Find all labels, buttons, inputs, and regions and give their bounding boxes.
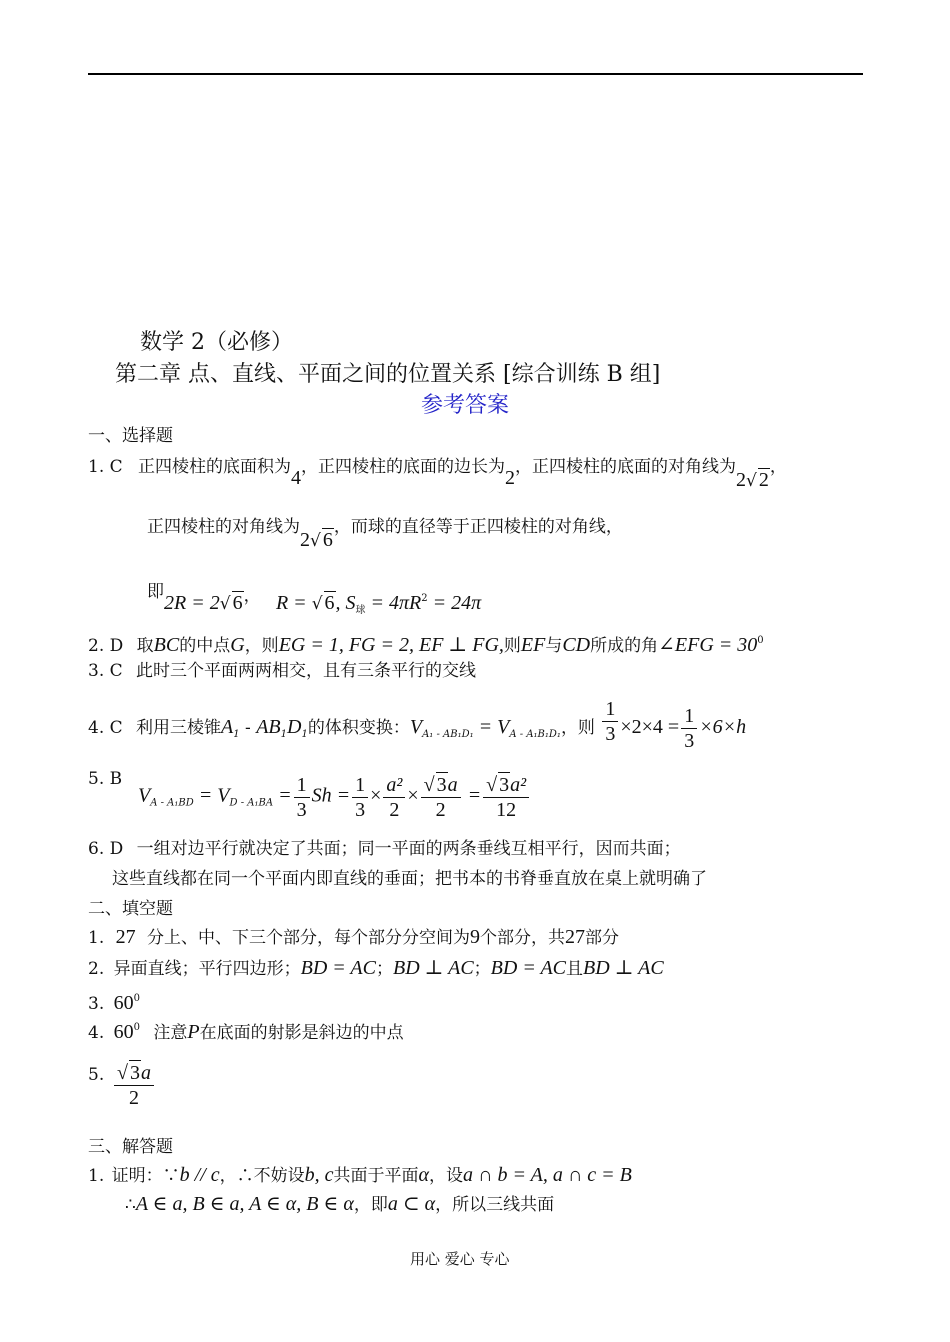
- q-text: 的体积变换：: [307, 718, 410, 738]
- choice-q5-formula: $V_{A - A_1BD} = V_{D - A_1BA}$ = $\frac{1}{3}$ Sh = $\frac{1}{3}$ × $\frac{\text{a²}}{2}$ × $\frac{√ 3a}{2}$ = $\frac{\text{√ 3a²}}{12}$: [138, 772, 531, 822]
- q-value: 27: [115, 926, 136, 948]
- fraction: $\frac{\text{√ 3a²}}{12}$: [483, 772, 529, 822]
- header-rule: [88, 73, 863, 75]
- q-text: ，所以三线共面: [435, 1195, 555, 1215]
- fraction: $\frac{1}{3}$: [681, 704, 697, 753]
- fraction: $\frac{1}{3}$: [352, 773, 368, 822]
- fraction: $\frac{1}{3}$: [294, 773, 310, 822]
- q-formula: BD ⊥ AC: [583, 957, 664, 979]
- q-text: 所成的角: [590, 636, 659, 656]
- q-text: 则: [503, 636, 521, 656]
- q-text: ，: [243, 586, 261, 606]
- q-text: 即: [147, 582, 164, 602]
- q-text: ，即: [353, 1195, 388, 1215]
- q-text: 部分: [585, 928, 620, 948]
- fraction: $\frac{1}{3}$: [602, 697, 618, 746]
- q-formula: 0: [757, 635, 764, 646]
- fill-q2: 2. 异面直线；平行四边形；BD = AC；BD ⊥ AC；BD = AC且BD ⊥ AC: [88, 957, 664, 979]
- page-footer: 用心 爱心 专心: [410, 1250, 510, 1268]
- q-value: 4: [291, 467, 302, 489]
- title-line1: 数学 2（必修）: [140, 330, 293, 355]
- q-number: 2.: [88, 959, 105, 979]
- q-text: 在底面的射影是斜边的中点: [199, 1023, 404, 1043]
- fill-q1: [88, 926, 619, 949]
- q-formula: BC: [153, 634, 180, 656]
- fraction: $\frac{\text{a²}}{2}$: [383, 773, 405, 822]
- q-text: ，而球的直径等于正四棱柱的对角线，: [333, 517, 623, 537]
- choice-q5-number: 5. B: [88, 769, 123, 789]
- q-text: ，∴不妨设: [219, 1166, 305, 1186]
- q-formula: A ∈ a, B ∈ a, A ∈ α, B ∈ α: [135, 1193, 354, 1215]
- q-text: 分上、中、下三个部分，每个部分分空间为: [147, 928, 471, 948]
- title-answers: 参考答案: [421, 393, 510, 418]
- q-formula: b // c: [179, 1164, 220, 1186]
- q-number: 6. D: [88, 839, 124, 859]
- answer-q1-line2: ∴A ∈ a, B ∈ a, A ∈ α, B ∈ α，即a ⊂ α，所以三线共面: [125, 1193, 555, 1215]
- section-choice: 一、选择题: [88, 426, 173, 446]
- q-number: 2. D: [88, 636, 124, 656]
- q-formula: EG = 1, FG = 2, EF ⊥ FG,: [278, 634, 504, 656]
- choice-q1: [88, 454, 787, 491]
- q-formula: V: [409, 716, 423, 738]
- q-text: 的中点: [179, 636, 231, 656]
- q-formula: BD = AC: [490, 957, 567, 979]
- q-formula: a ∩ b = A, a ∩ c = B: [463, 1164, 632, 1186]
- q-value: 60: [113, 1021, 134, 1043]
- q-formula: G: [230, 634, 245, 656]
- q-value: 2√ 2: [736, 469, 769, 491]
- q-value: 60: [113, 992, 134, 1014]
- q-formula: α: [418, 1164, 430, 1186]
- q-text: 正四棱柱的底面积为: [138, 457, 292, 477]
- q-formula: BD = AC: [300, 957, 376, 979]
- q-text: 正四棱柱的对角线为: [147, 517, 300, 537]
- section-fill: 二、填空题: [88, 899, 173, 919]
- q-formula: P: [187, 1021, 200, 1043]
- q-text: ，正四棱柱的底面的对角线为: [515, 457, 737, 477]
- q-value: 2: [505, 467, 516, 489]
- q-text: 证明：∵: [111, 1166, 180, 1186]
- fill-q5-formula: [112, 1060, 156, 1110]
- q-text: 取: [136, 636, 154, 656]
- choice-q1-line2: [147, 514, 623, 551]
- choice-q4: 4. C 利用三棱锥$A_1 - AB_1D_1$的体积变换：$V_{A_1 - AB_1D_1} = V_{A - A_1B_1D_1}$，则 $\frac{1}{3}$ ×2×4 = $\frac{1}{3}$ ×6×h: [88, 698, 747, 752]
- q-text: 与: [545, 636, 563, 656]
- q-formula: CD: [562, 634, 591, 656]
- q-formula: A: [221, 716, 234, 738]
- choice-q6-line2: 这些直线都在同一个平面内即直线的垂面；把书本的书脊垂直放在桌上就明确了: [112, 869, 707, 889]
- q-text: ，正四棱柱的底面的边长为: [301, 457, 506, 477]
- q-value: 27: [565, 926, 586, 948]
- q-number: 3. C: [88, 661, 123, 681]
- q-number: 4.: [88, 1023, 105, 1043]
- q-text: 共面于平面: [333, 1166, 419, 1186]
- q-number: 3.: [88, 994, 105, 1014]
- q-text: 异面直线；平行四边形；: [113, 959, 301, 979]
- q-text: 个部分，共: [480, 928, 566, 948]
- q-text: ，则: [560, 718, 595, 738]
- q-formula: EF: [520, 634, 546, 656]
- q-formula: b, c: [304, 1164, 334, 1186]
- q-text: 此时三个平面两两相交，且有三条平行的交线: [136, 661, 477, 681]
- q-value: 2√ 6: [300, 529, 333, 551]
- title-line2: 第二章 点、直线、平面之间的位置关系 [综合训练 B 组]: [115, 362, 661, 387]
- choice-q6: [88, 838, 681, 860]
- choice-q3: [88, 660, 476, 682]
- q-formula: ∠EFG = 30: [658, 634, 758, 656]
- q-number: 1.: [88, 1166, 105, 1186]
- fraction: $\frac{√ 3a}{2}$: [421, 772, 461, 822]
- q-text: 且: [566, 959, 584, 979]
- q-number: 4. C: [88, 718, 123, 738]
- q-formula: R = √ 6, $S_球 = 4\pi R^2 = 24\pi$: [275, 592, 482, 616]
- q-text: 注意: [153, 1023, 188, 1043]
- section-answer: 三、解答题: [88, 1137, 173, 1157]
- fill-q5-number: 5.: [88, 1065, 105, 1085]
- q-formula: BD ⊥ AC: [393, 957, 474, 979]
- choice-q2: [88, 630, 764, 657]
- q-number: 1.: [88, 928, 105, 948]
- answer-q1: [88, 1164, 632, 1187]
- fill-q4: 4. $60^0$ 注意P在底面的射影是斜边的中点: [88, 1021, 404, 1043]
- q-value: 9: [470, 926, 481, 948]
- q-text: ，设: [429, 1166, 464, 1186]
- q-number: 1. C: [88, 457, 123, 477]
- q-text: ，: [769, 457, 787, 477]
- q-formula: a ⊂ α: [387, 1193, 436, 1215]
- choice-q1-line3: [147, 576, 482, 616]
- q-text: ，则: [244, 636, 279, 656]
- q-formula: 2R = 2√ 6: [164, 592, 243, 614]
- fraction: $\frac{√ 3a}{2}$: [114, 1060, 154, 1110]
- q-text: 一组对边平行就决定了共面；同一平面的两条垂线互相平行，因而共面；: [136, 839, 681, 859]
- q-text: 利用三棱锥: [136, 718, 222, 738]
- fill-q3: 3. $60^0$: [88, 992, 141, 1014]
